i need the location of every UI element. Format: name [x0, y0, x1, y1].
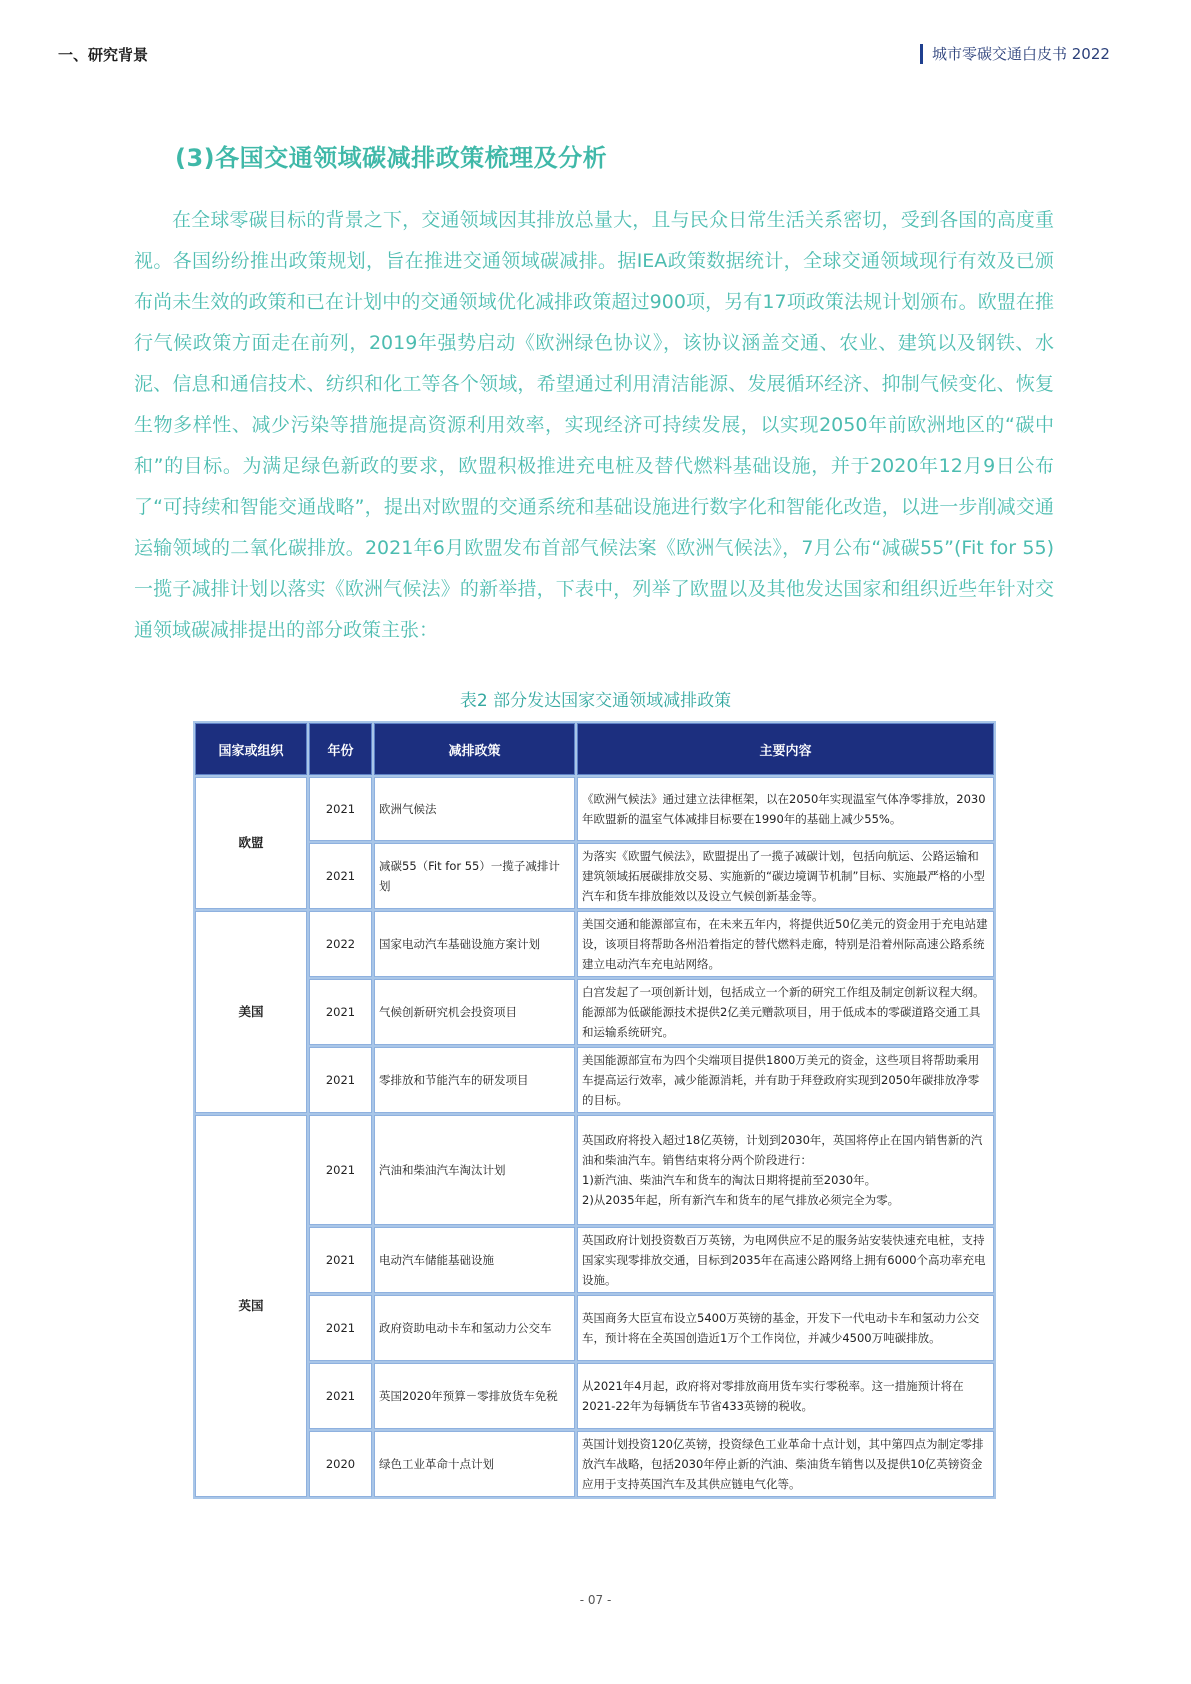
year-cell: 2021: [309, 979, 372, 1045]
content-cell: 英国商务大臣宣布设立5400万英镑的基金，开发下一代电动卡车和氢动力公交车，预计将在全英国创造近1万个工作岗位，并减少4500万吨碳排放。: [577, 1295, 994, 1361]
table-row: [195, 1047, 994, 1113]
content-cell: 《欧洲气候法》通过建立法律框架，以在2050年实现温室气体净零排放，2030年欧盟新的温室气体减排目标要在1990年的基础上减少55%。: [577, 777, 994, 841]
content-line: 英国政府将投入超过18亿英镑，计划到2030年，英国将停止在国内销售新的汽油和柴油汽车。销售结束将分两个阶段进行：: [582, 1133, 983, 1167]
policy-cell: 欧洲气候法: [374, 777, 575, 841]
table-row: [195, 1227, 994, 1293]
content-cell: 英国计划投资120亿英镑，投资绿色工业革命十点计划，其中第四点为制定零排放汽车战略，包括2030年停止新的汽油、柴油货车销售以及提供10亿英镑资金应用于支持英国汽车及其供应链电气化等。: [577, 1431, 994, 1497]
policy-cell: 气候创新研究机会投资项目: [374, 979, 575, 1045]
content-line: 1)新汽油、柴油汽车和货车的淘汰日期将提前至2030年。: [582, 1173, 877, 1187]
table-row: [195, 1431, 994, 1497]
content-cell: 美国能源部宣布为四个尖端项目提供1800万美元的资金，这些项目将帮助乘用车提高运行效率，减少能源消耗，并有助于拜登政府实现到2050年碳排放净零的目标。: [577, 1047, 994, 1113]
body-paragraph: 在全球零碳目标的背景之下，交通领域因其排放总量大，且与民众日常生活关系密切，受到各国的高度重视。各国纷纷推出政策规划，旨在推进交通领域碳减排。据IEA政策数据统计，全球交通领域现行有效及已颁布尚未生效的政策和已在计划中的交通领域优化减排政策超过900项，另有17项政策法规计划颁布。欧盟在推行气候政策方面走在前列，2019年强势启动《欧洲绿色协议》，该协议涵盖交通、农业、建筑以及钢铁、水泥、信息和通信技术、纺织和化工等各个领域，希望通过利用清洁能源、发展循环经济、抑制气候变化、恢复生物多样性、减少污染等措施提高资源利用效率，实现经济可持续发展，以实现2050年前欧洲地区的“碳中和”的目标。为满足绿色新政的要求，欧盟积极推进充电桩及替代燃料基础设施，并于2020年12月9日公布了“可持续和智能交通战略”，提出对欧盟的交通系统和基础设施进行数字化和智能化改造，以进一步削减交通运输领域的二氧化碳排放。2021年6月欧盟发布首部气候法案《欧洲气候法》，7月公布“减碳55”(Fit for 55)一揽子减排计划以落实《欧洲气候法》的新举措，下表中，列举了欧盟以及其他发达国家和组织近些年针对交通领域碳减排提出的部分政策主张：: [134, 209, 1054, 641]
year-cell: 2021: [309, 1227, 372, 1293]
content-cell: 美国交通和能源部宣布，在未来五年内，将提供近50亿美元的资金用于充电站建设，该项目将帮助各州沿着指定的替代燃料走廊，特别是沿着州际高速公路系统建立电动汽车充电站网络。: [577, 911, 994, 977]
country-cell: 英国: [195, 1115, 307, 1497]
running-header-section: 一、研究背景: [58, 46, 149, 64]
section-title: (3)各国交通领域碳减排政策梳理及分析: [175, 144, 608, 172]
table-row: [195, 911, 994, 977]
year-cell: 2021: [309, 1295, 372, 1361]
running-header-publication: 城市零碳交通白皮书 2022: [920, 44, 1110, 64]
content-cell: 英国政府计划投资数百万英镑，为电网供应不足的服务站安装快速充电桩，支持国家实现零排放交通，目标到2035年在高速公路网络上拥有6000个高功率充电设施。: [577, 1227, 994, 1293]
year-cell: 2021: [309, 1115, 372, 1225]
year-cell: 2021: [309, 1363, 372, 1429]
policy-cell: 政府资助电动卡车和氢动力公交车: [374, 1295, 575, 1361]
country-cell: 美国: [195, 911, 307, 1113]
content-cell: 白宫发起了一项创新计划，包括成立一个新的研究工作组及制定创新议程大纲。能源部为低碳能源技术提供2亿美元赠款项目，用于低成本的零碳道路交通工具和运输系统研究。: [577, 979, 994, 1045]
content-cell: 从2021年4月起，政府将对零排放商用货车实行零税率。这一措施预计将在2021-22年为每辆货车节省433英镑的税收。: [577, 1363, 994, 1429]
table-row: [195, 1295, 994, 1361]
table-row: [195, 1115, 994, 1225]
header-policy: 减排政策: [374, 723, 575, 775]
content-line: 2)从2035年起，所有新汽车和货车的尾气排放必须完全为零。: [582, 1193, 900, 1207]
year-cell: 2022: [309, 911, 372, 977]
table-caption: 表2 部分发达国家交通领域减排政策: [459, 691, 732, 711]
header-country: 国家或组织: [195, 723, 307, 775]
year-cell: 2021: [309, 777, 372, 841]
year-cell: 2020: [309, 1431, 372, 1497]
policy-cell: 汽油和柴油汽车淘汰计划: [374, 1115, 575, 1225]
content-cell: [577, 1115, 994, 1225]
country-cell: 欧盟: [195, 777, 307, 909]
header-content: 主要内容: [577, 723, 994, 775]
header-year: 年份: [309, 723, 372, 775]
table-row: [195, 979, 994, 1045]
content-cell: 为落实《欧盟气候法》，欧盟提出了一揽子减碳计划，包括向航运、公路运输和建筑领域拓展碳排放交易、实施新的“碳边境调节机制”目标、实施最严格的小型汽车和货车排放能效以及设立气候创新基金等。: [577, 843, 994, 909]
policy-cell: 绿色工业革命十点计划: [374, 1431, 575, 1497]
page-number: - 07 -: [579, 1593, 612, 1607]
policy-table: [193, 721, 996, 1499]
year-cell: 2021: [309, 843, 372, 909]
policy-cell: 英国2020年预算－零排放货车免税: [374, 1363, 575, 1429]
policy-cell: 零排放和节能汽车的研发项目: [374, 1047, 575, 1113]
table-row: [195, 1363, 994, 1429]
year-cell: 2021: [309, 1047, 372, 1113]
table-row: [195, 843, 994, 909]
table-row: [195, 777, 994, 841]
table-header-row: [195, 723, 994, 775]
policy-cell: 减碳55（Fit for 55）一揽子减排计划: [374, 843, 575, 909]
policy-cell: 电动汽车储能基础设施: [374, 1227, 575, 1293]
policy-cell: 国家电动汽车基础设施方案计划: [374, 911, 575, 977]
